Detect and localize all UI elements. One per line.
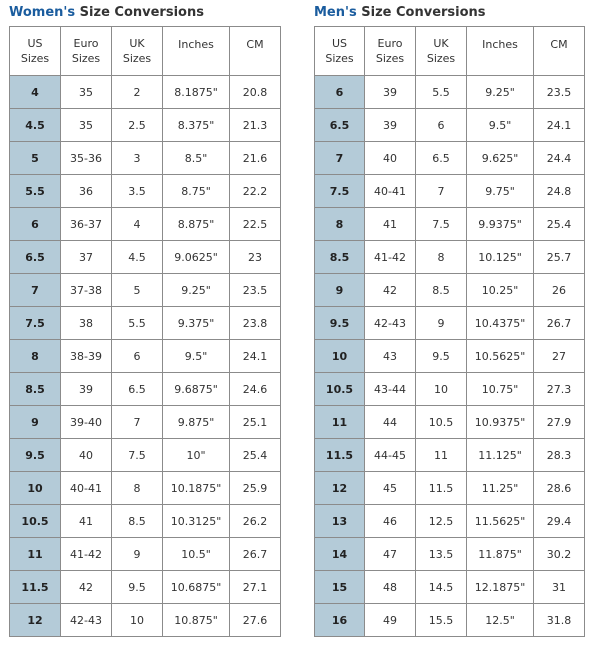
cm-cell: 22.5 — [230, 208, 281, 241]
cm-cell: 24.1 — [230, 340, 281, 373]
uk-size-cell: 8 — [416, 241, 467, 274]
cm-cell: 25.9 — [230, 472, 281, 505]
us-size-cell: 9 — [315, 274, 365, 307]
table-row — [315, 439, 585, 472]
cm-cell: 25.1 — [230, 406, 281, 439]
us-size-cell: 14 — [315, 538, 365, 571]
table-row — [315, 406, 585, 439]
euro-size-cell: 41 — [61, 505, 112, 538]
header-us-sizes-line1: US — [27, 37, 43, 50]
cm-cell: 25.4 — [534, 208, 585, 241]
euro-size-cell: 41-42 — [365, 241, 416, 274]
table-row — [10, 439, 281, 472]
table-row — [10, 571, 281, 604]
euro-size-cell: 35 — [61, 109, 112, 142]
header-row — [10, 27, 281, 76]
header-euro-sizes — [365, 27, 416, 76]
womens-size-table — [9, 26, 281, 637]
uk-size-cell: 8 — [112, 472, 163, 505]
womens-size-rows — [10, 76, 281, 637]
table-row — [10, 142, 281, 175]
table-row — [10, 604, 281, 637]
header-uk-sizes-line1: UK — [129, 37, 145, 50]
table-row — [315, 175, 585, 208]
mens-title-gender: Men's — [314, 5, 357, 20]
euro-size-cell: 36 — [61, 175, 112, 208]
table-row — [315, 142, 585, 175]
table-row — [315, 505, 585, 538]
uk-size-cell: 11.5 — [416, 472, 467, 505]
inches-cell: 10.75" — [467, 373, 534, 406]
cm-cell: 23.8 — [230, 307, 281, 340]
euro-size-cell: 42 — [365, 274, 416, 307]
us-size-cell: 12 — [315, 472, 365, 505]
cm-cell: 25.4 — [230, 439, 281, 472]
header-inches — [467, 27, 534, 76]
euro-size-cell: 44 — [365, 406, 416, 439]
us-size-cell: 8 — [315, 208, 365, 241]
euro-size-cell: 39-40 — [61, 406, 112, 439]
mens-size-panel — [314, 4, 585, 637]
us-size-cell: 4.5 — [10, 109, 61, 142]
table-row — [10, 538, 281, 571]
euro-size-cell: 42-43 — [61, 604, 112, 637]
table-row — [10, 175, 281, 208]
header-us-sizes — [10, 27, 61, 76]
uk-size-cell: 7.5 — [112, 439, 163, 472]
uk-size-cell: 10 — [112, 604, 163, 637]
uk-size-cell: 7.5 — [416, 208, 467, 241]
us-size-cell: 7 — [315, 142, 365, 175]
inches-cell: 10.875" — [163, 604, 230, 637]
uk-size-cell: 4.5 — [112, 241, 163, 274]
cm-cell: 27 — [534, 340, 585, 373]
header-cm-label: CM — [550, 38, 568, 51]
table-row — [10, 109, 281, 142]
uk-size-cell: 11 — [416, 439, 467, 472]
cm-cell: 27.1 — [230, 571, 281, 604]
cm-cell: 28.3 — [534, 439, 585, 472]
inches-cell: 12.5" — [467, 604, 534, 637]
us-size-cell: 13 — [315, 505, 365, 538]
header-cm-label: CM — [246, 38, 264, 51]
us-size-cell: 8.5 — [10, 373, 61, 406]
uk-size-cell: 6 — [416, 109, 467, 142]
header-uk-sizes — [416, 27, 467, 76]
inches-cell: 8.75" — [163, 175, 230, 208]
cm-cell: 31 — [534, 571, 585, 604]
table-row — [10, 274, 281, 307]
uk-size-cell: 15.5 — [416, 604, 467, 637]
header-euro-sizes-line2: Sizes — [375, 52, 405, 65]
us-size-cell: 7.5 — [315, 175, 365, 208]
us-size-cell: 15 — [315, 571, 365, 604]
header-uk-sizes-line2: Sizes — [122, 52, 152, 65]
cm-cell: 21.3 — [230, 109, 281, 142]
inches-cell: 9.625" — [467, 142, 534, 175]
euro-size-cell: 38 — [61, 307, 112, 340]
table-row — [315, 340, 585, 373]
uk-size-cell: 7 — [416, 175, 467, 208]
uk-size-cell: 4 — [112, 208, 163, 241]
us-size-cell: 10 — [10, 472, 61, 505]
header-us-sizes-line2: Sizes — [20, 52, 50, 65]
euro-size-cell: 40-41 — [61, 472, 112, 505]
inches-cell: 12.1875" — [467, 571, 534, 604]
table-row — [315, 373, 585, 406]
mens-title-rest: Size Conversions — [356, 5, 486, 20]
euro-size-cell: 42-43 — [365, 307, 416, 340]
inches-cell: 11.25" — [467, 472, 534, 505]
table-row — [315, 472, 585, 505]
header-inches-label: Inches — [482, 38, 518, 51]
table-row — [315, 538, 585, 571]
us-size-cell: 5.5 — [10, 175, 61, 208]
table-row — [10, 373, 281, 406]
table-row — [10, 406, 281, 439]
inches-cell: 9.25" — [163, 274, 230, 307]
cm-cell: 24.6 — [230, 373, 281, 406]
euro-size-cell: 48 — [365, 571, 416, 604]
inches-cell: 9.875" — [163, 406, 230, 439]
header-uk-sizes — [112, 27, 163, 76]
table-row — [10, 76, 281, 109]
uk-size-cell: 6.5 — [416, 142, 467, 175]
uk-size-cell: 10 — [416, 373, 467, 406]
euro-size-cell: 37 — [61, 241, 112, 274]
euro-size-cell: 40 — [365, 142, 416, 175]
euro-size-cell: 39 — [365, 76, 416, 109]
uk-size-cell: 5.5 — [112, 307, 163, 340]
uk-size-cell: 5 — [112, 274, 163, 307]
womens-title-rest: Size Conversions — [75, 5, 204, 20]
cm-cell: 25.7 — [534, 241, 585, 274]
us-size-cell: 11.5 — [10, 571, 61, 604]
euro-size-cell: 44-45 — [365, 439, 416, 472]
euro-size-cell: 49 — [365, 604, 416, 637]
header-uk-sizes-line2: Sizes — [426, 52, 456, 65]
us-size-cell: 11 — [10, 538, 61, 571]
uk-size-cell: 13.5 — [416, 538, 467, 571]
euro-size-cell: 46 — [365, 505, 416, 538]
table-row — [315, 307, 585, 340]
uk-size-cell: 6.5 — [112, 373, 163, 406]
uk-size-cell: 5.5 — [416, 76, 467, 109]
us-size-cell: 6 — [10, 208, 61, 241]
cm-cell: 20.8 — [230, 76, 281, 109]
table-row — [10, 505, 281, 538]
uk-size-cell: 8.5 — [416, 274, 467, 307]
table-row — [315, 274, 585, 307]
us-size-cell: 10.5 — [10, 505, 61, 538]
euro-size-cell: 35-36 — [61, 142, 112, 175]
inches-cell: 10" — [163, 439, 230, 472]
cm-cell: 26.7 — [230, 538, 281, 571]
cm-cell: 26 — [534, 274, 585, 307]
euro-size-cell: 43 — [365, 340, 416, 373]
inches-cell: 10.4375" — [467, 307, 534, 340]
uk-size-cell: 10.5 — [416, 406, 467, 439]
header-us-sizes — [315, 27, 365, 76]
us-size-cell: 6.5 — [10, 241, 61, 274]
inches-cell: 11.5625" — [467, 505, 534, 538]
euro-size-cell: 40 — [61, 439, 112, 472]
us-size-cell: 7.5 — [10, 307, 61, 340]
us-size-cell: 11 — [315, 406, 365, 439]
euro-size-cell: 41-42 — [61, 538, 112, 571]
uk-size-cell: 9.5 — [112, 571, 163, 604]
us-size-cell: 10 — [315, 340, 365, 373]
table-row — [10, 472, 281, 505]
inches-cell: 9.25" — [467, 76, 534, 109]
cm-cell: 21.6 — [230, 142, 281, 175]
cm-cell: 22.2 — [230, 175, 281, 208]
euro-size-cell: 39 — [365, 109, 416, 142]
euro-size-cell: 35 — [61, 76, 112, 109]
table-row — [10, 340, 281, 373]
table-row — [10, 241, 281, 274]
inches-cell: 10.25" — [467, 274, 534, 307]
header-euro-sizes — [61, 27, 112, 76]
euro-size-cell: 38-39 — [61, 340, 112, 373]
inches-cell: 11.875" — [467, 538, 534, 571]
inches-cell: 9.375" — [163, 307, 230, 340]
cm-cell: 28.6 — [534, 472, 585, 505]
inches-cell: 11.125" — [467, 439, 534, 472]
us-size-cell: 10.5 — [315, 373, 365, 406]
us-size-cell: 9.5 — [10, 439, 61, 472]
uk-size-cell: 14.5 — [416, 571, 467, 604]
us-size-cell: 16 — [315, 604, 365, 637]
cm-cell: 26.7 — [534, 307, 585, 340]
header-inches — [163, 27, 230, 76]
womens-size-title — [9, 4, 281, 22]
inches-cell: 8.875" — [163, 208, 230, 241]
uk-size-cell: 3 — [112, 142, 163, 175]
euro-size-cell: 42 — [61, 571, 112, 604]
uk-size-cell: 9 — [112, 538, 163, 571]
uk-size-cell: 7 — [112, 406, 163, 439]
table-row — [315, 571, 585, 604]
cm-cell: 23.5 — [230, 274, 281, 307]
table-row — [10, 307, 281, 340]
us-size-cell: 6.5 — [315, 109, 365, 142]
euro-size-cell: 37-38 — [61, 274, 112, 307]
header-row — [315, 27, 585, 76]
header-cm — [230, 27, 281, 76]
table-row — [315, 241, 585, 274]
inches-cell: 9.0625" — [163, 241, 230, 274]
cm-cell: 30.2 — [534, 538, 585, 571]
table-row — [315, 208, 585, 241]
inches-cell: 9.6875" — [163, 373, 230, 406]
inches-cell: 9.75" — [467, 175, 534, 208]
uk-size-cell: 8.5 — [112, 505, 163, 538]
us-size-cell: 6 — [315, 76, 365, 109]
header-euro-sizes-line1: Euro — [73, 37, 99, 50]
table-row — [315, 109, 585, 142]
cm-cell: 23 — [230, 241, 281, 274]
header-uk-sizes-line1: UK — [433, 37, 449, 50]
inches-cell: 10.9375" — [467, 406, 534, 439]
us-size-cell: 12 — [10, 604, 61, 637]
euro-size-cell: 43-44 — [365, 373, 416, 406]
cm-cell: 31.8 — [534, 604, 585, 637]
inches-cell: 10.5625" — [467, 340, 534, 373]
cm-cell: 29.4 — [534, 505, 585, 538]
inches-cell: 8.1875" — [163, 76, 230, 109]
inches-cell: 10.1875" — [163, 472, 230, 505]
cm-cell: 23.5 — [534, 76, 585, 109]
euro-size-cell: 47 — [365, 538, 416, 571]
womens-title-gender: Women's — [9, 5, 76, 20]
inches-cell: 10.5" — [163, 538, 230, 571]
inches-cell: 10.125" — [467, 241, 534, 274]
cm-cell: 27.6 — [230, 604, 281, 637]
cm-cell: 27.9 — [534, 406, 585, 439]
header-inches-label: Inches — [178, 38, 214, 51]
uk-size-cell: 2 — [112, 76, 163, 109]
us-size-cell: 7 — [10, 274, 61, 307]
uk-size-cell: 9.5 — [416, 340, 467, 373]
mens-size-title — [314, 4, 585, 22]
euro-size-cell: 39 — [61, 373, 112, 406]
us-size-cell: 8 — [10, 340, 61, 373]
table-row — [10, 208, 281, 241]
euro-size-cell: 36-37 — [61, 208, 112, 241]
inches-cell: 9.9375" — [467, 208, 534, 241]
table-row — [315, 76, 585, 109]
header-euro-sizes-line2: Sizes — [71, 52, 101, 65]
us-size-cell: 8.5 — [315, 241, 365, 274]
uk-size-cell: 12.5 — [416, 505, 467, 538]
us-size-cell: 4 — [10, 76, 61, 109]
cm-cell: 24.4 — [534, 142, 585, 175]
us-size-cell: 9 — [10, 406, 61, 439]
cm-cell: 27.3 — [534, 373, 585, 406]
us-size-cell: 5 — [10, 142, 61, 175]
uk-size-cell: 3.5 — [112, 175, 163, 208]
mens-size-table — [314, 26, 585, 637]
inches-cell: 9.5" — [163, 340, 230, 373]
inches-cell: 9.5" — [467, 109, 534, 142]
header-us-sizes-line1: US — [331, 37, 348, 50]
euro-size-cell: 45 — [365, 472, 416, 505]
header-cm — [534, 27, 585, 76]
header-euro-sizes-line1: Euro — [377, 37, 403, 50]
header-us-sizes-line2: Sizes — [325, 52, 354, 65]
inches-cell: 8.5" — [163, 142, 230, 175]
womens-size-panel — [9, 4, 281, 637]
euro-size-cell: 41 — [365, 208, 416, 241]
us-size-cell: 9.5 — [315, 307, 365, 340]
table-row — [315, 604, 585, 637]
uk-size-cell: 9 — [416, 307, 467, 340]
euro-size-cell: 40-41 — [365, 175, 416, 208]
cm-cell: 24.1 — [534, 109, 585, 142]
inches-cell: 8.375" — [163, 109, 230, 142]
us-size-cell: 11.5 — [315, 439, 365, 472]
cm-cell: 24.8 — [534, 175, 585, 208]
inches-cell: 10.6875" — [163, 571, 230, 604]
uk-size-cell: 6 — [112, 340, 163, 373]
mens-size-rows — [315, 76, 585, 637]
uk-size-cell: 2.5 — [112, 109, 163, 142]
cm-cell: 26.2 — [230, 505, 281, 538]
inches-cell: 10.3125" — [163, 505, 230, 538]
